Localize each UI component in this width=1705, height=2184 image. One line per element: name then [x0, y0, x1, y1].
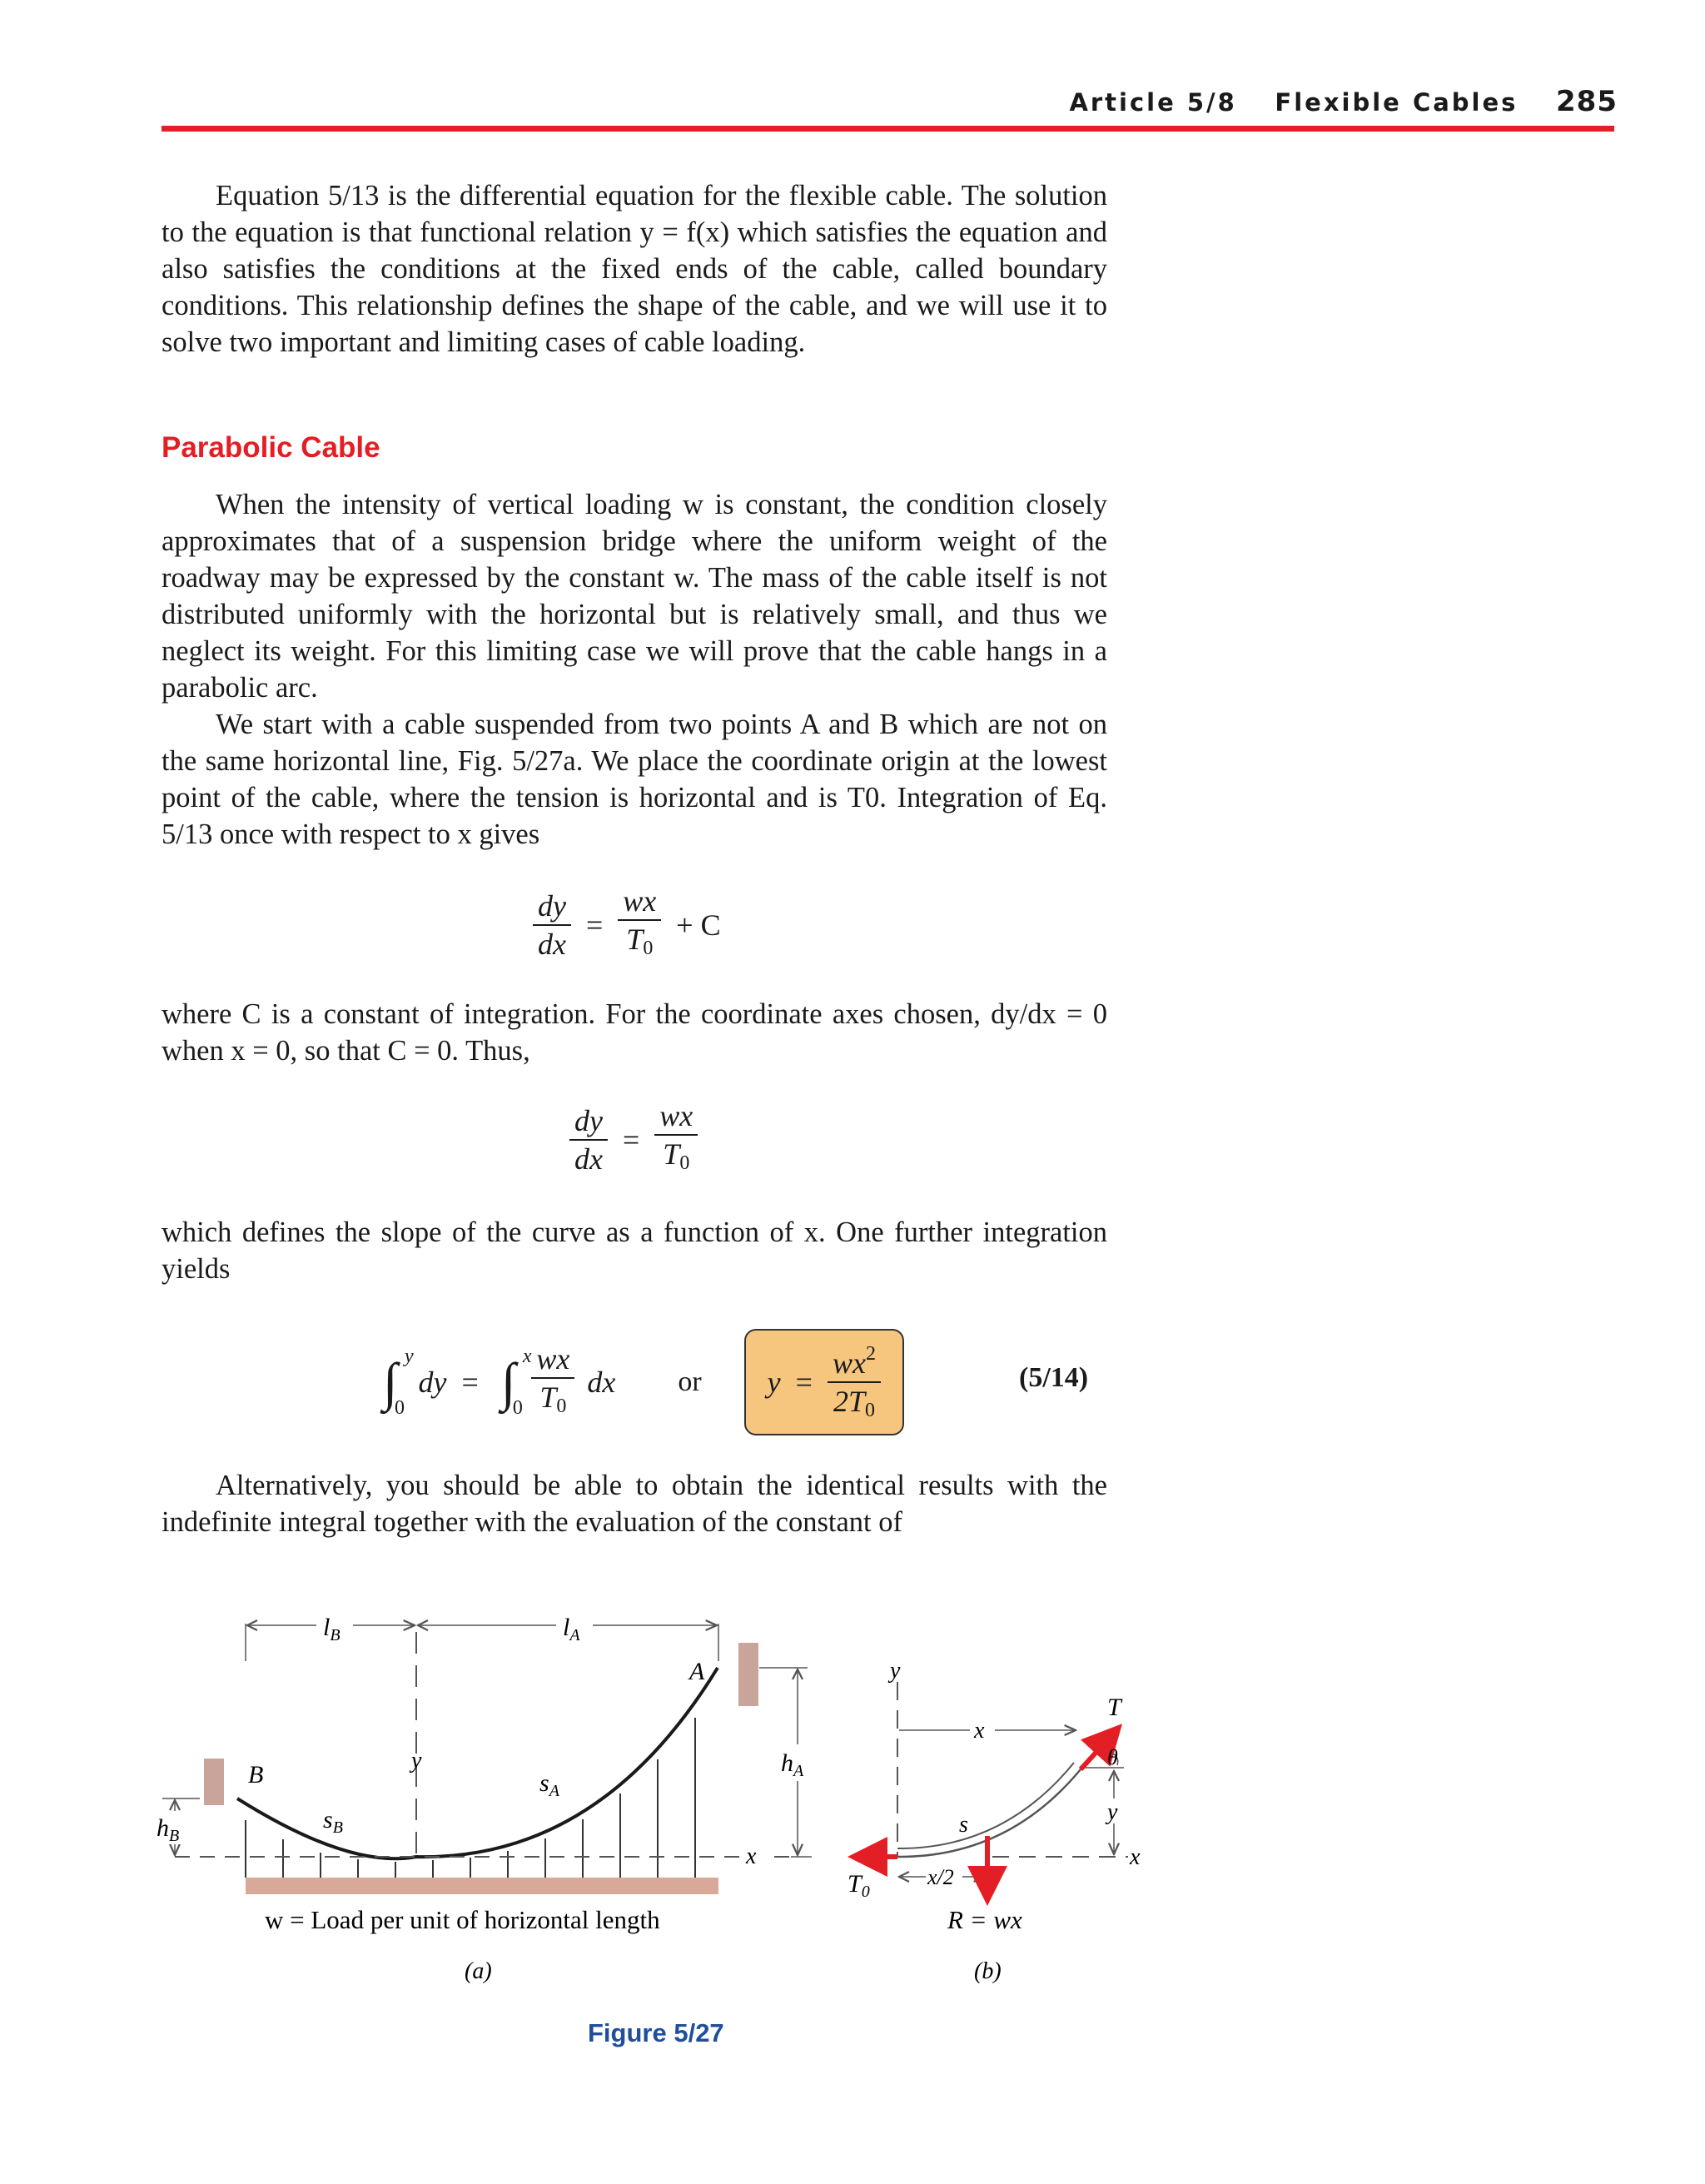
label-y-axis-b: y	[890, 1658, 901, 1684]
boxed-lhs: y	[767, 1366, 781, 1399]
eq1-lhs-den: dx	[538, 927, 566, 961]
figure-5-27	[0, 1586, 1705, 2052]
eq3-or: or	[678, 1366, 702, 1397]
int2-den-sub: 0	[556, 1395, 567, 1417]
label-hB: $h_B$	[157, 1814, 180, 1845]
paragraph-3-text: We start with a cable suspended from two points A and B which are not on the same horizontal line, Fig. 5/27a. We place the coordinate origin at the lowest point of the cable, where the tension is horizontal and is T0. Integration of Eq. 5/13 once with respect to x gives	[162, 709, 1107, 850]
boxed-den-sub: 0	[864, 1400, 875, 1421]
paragraph-1-text: Equation 5/13 is the differential equation for the flexible cable. The solution to the equation is that functional relation y = f(x) which satisfies the equation and also satisfies the conditions at the fixed ends of the cable, called boundary conditions. This relationship defines the shape of the cable, and we will use it to solve two important and limiting cases of cable loading.	[162, 180, 1107, 358]
panel-a-label: (a)	[465, 1958, 492, 1984]
paragraph-6	[162, 1467, 1107, 1540]
eq3-equals: =	[461, 1366, 479, 1399]
paragraph-5-text: which defines the slope of the curve as a function of x. One further integration yields	[162, 1216, 1107, 1285]
load-bar	[246, 1878, 718, 1894]
boxed-den: 2T	[833, 1385, 865, 1418]
int1-lower: 0	[395, 1397, 405, 1419]
equation-2	[569, 1097, 698, 1182]
boxed-num-sup: 2	[865, 1343, 876, 1365]
label-point-a: A	[689, 1658, 705, 1685]
label-x-axis-a: x	[746, 1843, 757, 1869]
label-T0: $T_0$	[848, 1870, 870, 1901]
paragraph-4-text: where C is a constant of integration. For the coordinate axes chosen, dy/dx = 0 when x = 0, so that C = 0. Thus,	[162, 998, 1107, 1067]
panel-b-label: (b)	[974, 1958, 1002, 1984]
paragraph-6-text: Alternatively, you should be able to obtain the identical results with the indefinite integral together with the evaluation of the constant of	[162, 1470, 1107, 1538]
panel-b	[848, 1658, 1141, 1984]
paragraph-2	[162, 486, 1107, 853]
eq2-rhs-num: wx	[654, 1097, 698, 1136]
label-x-axis-b: x	[1130, 1844, 1141, 1870]
int2-num: wx	[531, 1341, 574, 1379]
cable-curve	[237, 1668, 718, 1858]
label-half-x: x/2	[927, 1865, 954, 1889]
eq2-rhs-den-sub: 0	[679, 1152, 690, 1174]
int1-upper: y	[405, 1346, 414, 1367]
eq2-rhs-den: T	[663, 1137, 680, 1171]
boxed-equation	[744, 1329, 904, 1435]
int2-den: T	[539, 1380, 557, 1414]
paragraph-1	[162, 177, 1107, 361]
dim-lA: $l_A$	[563, 1614, 580, 1644]
equation-number: (5/14)	[1019, 1362, 1089, 1393]
label-point-b: B	[248, 1761, 264, 1788]
int2-lower: 0	[512, 1397, 523, 1419]
eq1-rhs-den-sub: 0	[643, 938, 654, 959]
load-description: w = Load per unit of horizontal length	[265, 1905, 660, 1934]
label-sA: $s_A$	[539, 1769, 559, 1800]
label-resultant: R = wx	[947, 1905, 1022, 1934]
eq2-equals: =	[622, 1122, 640, 1157]
eq1-lhs-num: dy	[533, 888, 571, 926]
wall-b	[204, 1759, 224, 1805]
label-x-dim-b: x	[974, 1718, 985, 1744]
equation-3	[383, 1329, 904, 1435]
eq1-plus-c: + C	[676, 908, 721, 942]
eq2-lhs-den: dx	[574, 1142, 603, 1176]
int2-dx: dx	[587, 1366, 616, 1399]
panel-a	[155, 1613, 817, 1984]
wall-a	[738, 1643, 758, 1706]
section-title: Parabolic Cable	[162, 431, 380, 464]
boxed-num: wx	[832, 1346, 866, 1380]
eq1-rhs-num: wx	[618, 883, 661, 921]
paragraph-5	[162, 1214, 1107, 1287]
label-sB: $s_B$	[323, 1806, 343, 1837]
label-y-dim-b: y	[1107, 1799, 1118, 1825]
paragraph-4	[162, 996, 1107, 1069]
running-header	[1069, 85, 1618, 118]
header-rule	[162, 126, 1614, 132]
article-number: Article 5/8	[1069, 88, 1237, 117]
label-y-axis-a: y	[411, 1748, 422, 1774]
dim-lB: $l_B$	[323, 1614, 341, 1644]
paragraph-2-text: When the intensity of vertical loading w is constant, the condition closely approximates that of a suspension bridge where the uniform weight of the roadway may be expressed by the constant w. The mass of the cable itself is not distributed uniformly with the horizontal but is relatively small, and thus we neglect its weight. For this limiting case we will prove that the cable hangs in a parabolic arc.	[162, 489, 1107, 704]
boxed-equals: =	[795, 1366, 813, 1399]
figure-caption: Figure 5/27	[588, 2018, 724, 2047]
label-hA: $h_A$	[781, 1749, 804, 1780]
eq1-rhs-den: T	[626, 923, 644, 956]
int1-body: dy	[418, 1366, 447, 1399]
label-theta: θ	[1107, 1745, 1118, 1769]
cable-segment-inner	[897, 1763, 1074, 1848]
eq1-equals: =	[585, 908, 604, 942]
page-number: 285	[1556, 85, 1618, 118]
int2-upper: x	[522, 1346, 532, 1367]
running-title: Flexible Cables	[1275, 88, 1519, 117]
integral-sign-2: ∫ x 0	[500, 1346, 532, 1419]
equation-1	[533, 883, 736, 967]
label-T: T	[1107, 1694, 1121, 1721]
eq2-lhs-num: dy	[569, 1102, 608, 1141]
integral-sign-1: ∫ y 0	[383, 1346, 414, 1419]
label-s-b: s	[959, 1812, 968, 1838]
